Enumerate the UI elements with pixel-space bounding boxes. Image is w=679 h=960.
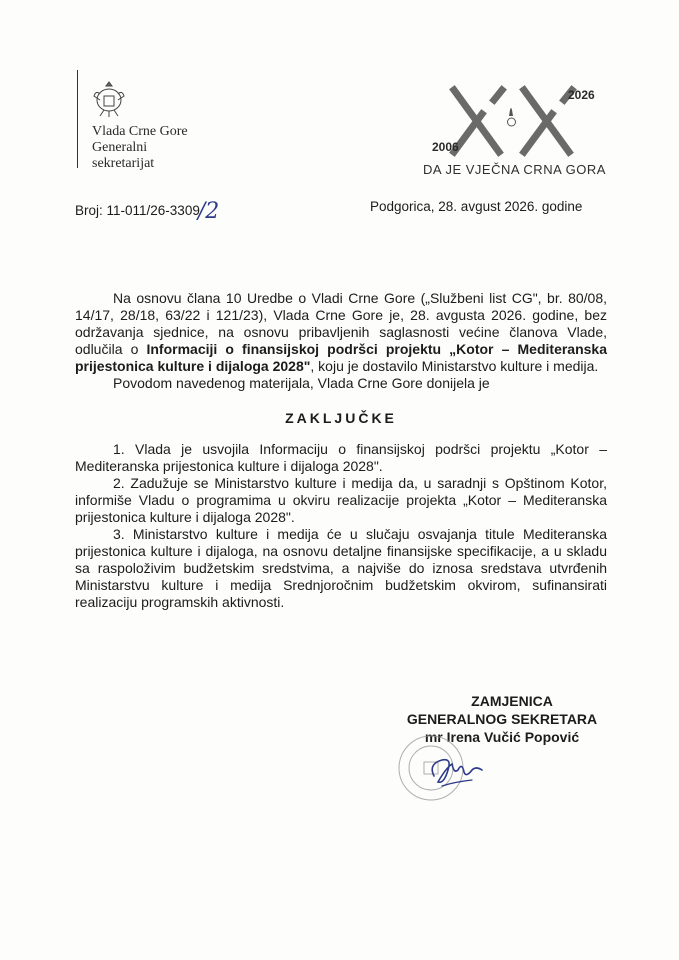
document-body: [75, 290, 607, 611]
signatory-title-1: ZAMJENICA: [471, 693, 553, 709]
handwritten-suffix: /2: [197, 199, 220, 224]
intro-text: Na osnovu člana 10 Uredbe o Vladi Crne Gore („Službeni list CG", br. 80/08, 14/17, 28/18, 63/22 i 121/23), Vlada Crne Gore je, 28. avgusta 2026. godine, bez održavanja sjednice, na osnovu pribavljenih saglasnosti većine članova Vlade, odlučila o: [75, 290, 607, 357]
reference-label: Broj: 11-011/26-3309: [75, 203, 200, 218]
conclusion-item: 3. Ministarstvo kulture i medija će u slučaju osvajanja titule Mediteranska prijestonica kulture i dijaloga, na osnovu detaljne finansijske specifikacije, a u skladu sa raspoloživim budžetskim sredstvima, a najviše do iznosa sredstava utvrđenih Ministarstvu kulture i medija Srednjoročnim budžetskim okvirom, sufinansirati realizaciju programskih aktivnosti.: [75, 526, 607, 610]
signatory-name: mr Irena Vučić Popović: [424, 729, 580, 745]
reference-number: [75, 199, 219, 224]
intro-text-end: , koju je dostavilo Ministarstvo kulture i medija.: [310, 358, 599, 374]
government-line: Vlada Crne Gore: [92, 124, 188, 139]
government-line: Generalni: [92, 140, 148, 155]
government-name: [92, 124, 188, 172]
handwritten-signature-icon: [420, 746, 500, 796]
logo-year-end: 2026: [568, 88, 595, 102]
signatory-title-2: GENERALNOG SEKRETARA: [406, 711, 598, 727]
header-divider-line: [77, 70, 78, 168]
place-date: Podgorica, 28. avgust 2026. godine: [370, 199, 583, 214]
government-line: sekretarijat: [92, 156, 155, 171]
conclusion-item: 2. Zadužuje se Ministarstvo kulture i medija da, u saradnji s Opštinom Kotor, informiše Vladu o programima u okviru realizacije projekta „Kotor – Mediteranska prijestonica kulture i dijaloga 2028".: [75, 475, 607, 525]
conclusions-heading: ZAKLJUČKE: [285, 410, 397, 426]
intro-bold-title: Informaciji o finansijskoj podršci projektu „Kotor – Mediteranska prijestonica kulture i dijaloga 2028": [75, 341, 607, 374]
intro-paragraph-2: Povodom navedenog materijala, Vlada Crne Gore donijela je: [113, 375, 490, 391]
conclusion-item: 1. Vlada je usvojila Informaciju o finansijskoj podršci projektu „Kotor – Mediteranska prijestonica kulture i dijaloga 2028".: [75, 441, 607, 474]
logo-year-start: 2006: [432, 140, 459, 154]
intro-paragraph: [75, 290, 607, 375]
logo-motto: DA JE VJEČNA CRNA GORA: [423, 162, 606, 177]
coat-of-arms-icon: [92, 80, 126, 120]
